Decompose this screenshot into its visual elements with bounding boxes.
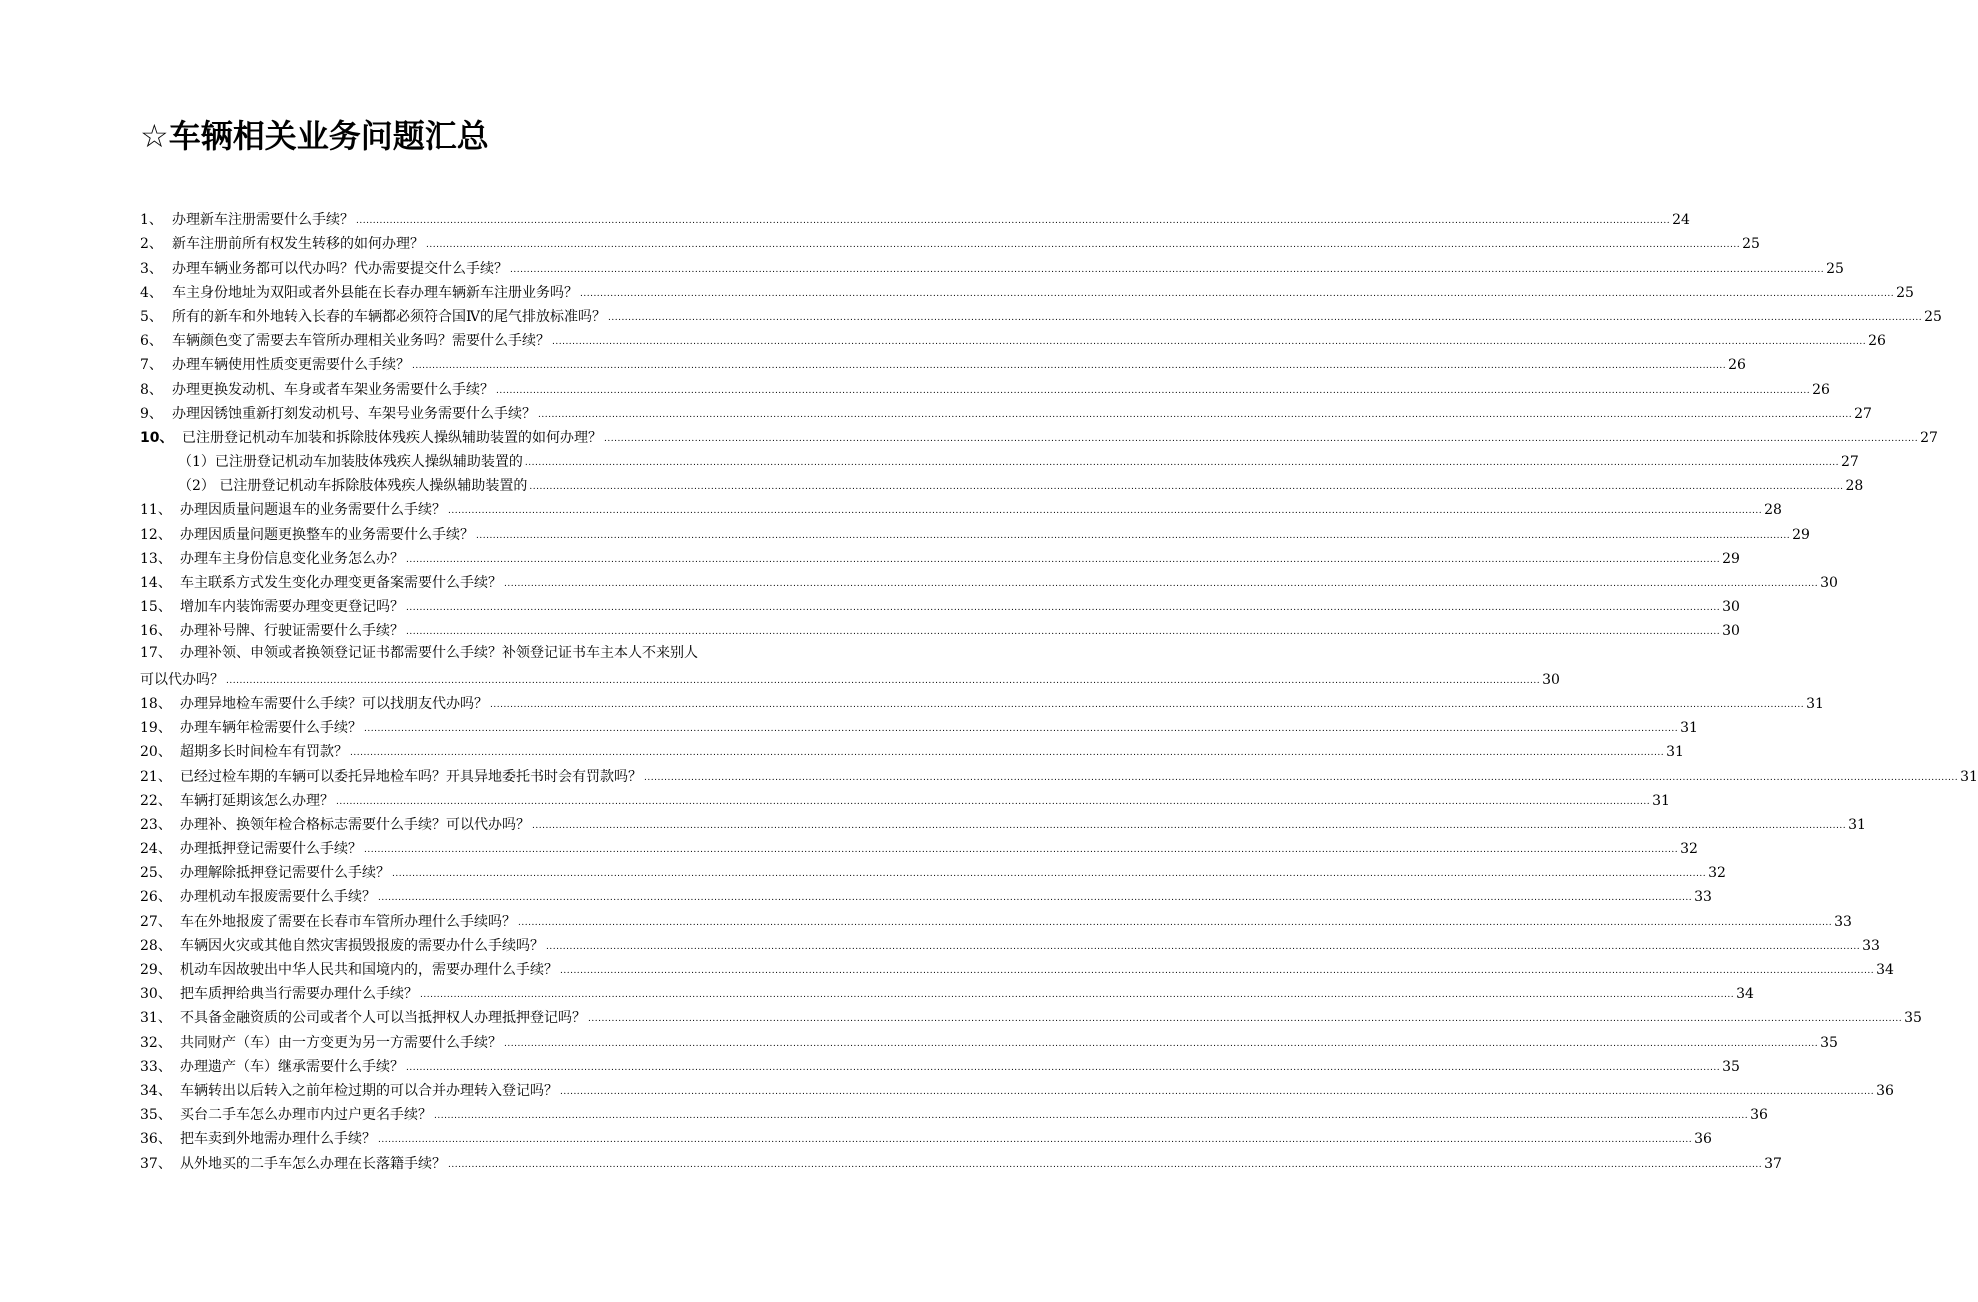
toc-entry-page: 24	[1672, 212, 1690, 229]
dot-leader	[378, 1136, 1692, 1145]
toc-entry-number: 1、	[140, 212, 163, 229]
dot-leader	[560, 967, 1874, 976]
toc-entry-page: 33	[1694, 889, 1712, 906]
toc-entry-page: 35	[1904, 1010, 1922, 1027]
toc-entry-text: 办理抵押登记需要什么手续？	[180, 841, 362, 858]
toc-entry[interactable]	[140, 496, 1782, 520]
toc-entry[interactable]	[140, 1077, 1894, 1101]
toc-entry-page: 30	[1820, 575, 1838, 591]
dot-leader	[364, 846, 1678, 855]
toc-entry-text: 机动车因故驶出中华人民共和国境内的，需要办理什么手续？	[180, 962, 558, 978]
toc-entry-number: 30、	[140, 986, 172, 1003]
toc-entry[interactable]	[140, 956, 1894, 980]
toc-entry-text: 办理因质量问题更换整车的业务需要什么手续？	[180, 526, 474, 543]
dot-leader	[392, 870, 1706, 879]
toc-entry-text: 办理因锈蚀重新打刻发动机号、车架号业务需要什么手续？	[172, 405, 536, 422]
dot-leader	[378, 894, 1692, 903]
toc-entry-page: 37	[1764, 1155, 1782, 1172]
dot-leader	[406, 628, 1720, 637]
toc-entry-text: 办理因质量问题退车的业务需要什么手续？	[180, 502, 446, 519]
toc-entry-number: 19、	[140, 720, 172, 737]
toc-entry-number: 20、	[140, 744, 172, 761]
toc-entry[interactable]	[140, 690, 1824, 714]
toc-entry[interactable]	[140, 883, 1712, 907]
dot-leader	[448, 507, 1762, 516]
dot-leader	[510, 266, 1824, 275]
toc-entry-number: 29、	[140, 962, 172, 978]
toc-entry-text: 车辆打延期该怎么办理？	[180, 792, 334, 809]
toc-entry-number: 26、	[140, 889, 172, 906]
toc-entry-number: 10、	[140, 429, 174, 446]
toc-entry-text: 车在外地报废了需要在长春市车管所办理什么手续吗？	[180, 913, 516, 930]
toc-entry-text: 办理车辆使用性质变更需要什么手续？	[172, 357, 410, 374]
dot-leader	[529, 483, 1843, 492]
toc-entry-text: 增加车内装饰需要办理变更登记吗？	[180, 599, 404, 616]
dot-leader	[644, 774, 1958, 783]
toc-entry-page: 25	[1924, 308, 1942, 325]
toc-entry-page: 26	[1812, 381, 1830, 398]
toc-entry-text: 车主联系方式发生变化办理变更备案需要什么手续？	[180, 575, 502, 591]
toc-entry-text: 可以代办吗？	[140, 671, 224, 688]
dot-leader	[336, 798, 1650, 807]
toc-entry-number: 9、	[140, 405, 163, 422]
toc-entry-page: 32	[1680, 841, 1698, 858]
toc-entry-text: （2） 已注册登记机动车拆除肢体残疾人操纵辅助装置的	[178, 478, 528, 495]
table-of-contents	[140, 206, 1978, 1174]
toc-entry-number: 12、	[140, 526, 172, 543]
toc-entry[interactable]	[140, 254, 1844, 278]
toc-entry[interactable]	[140, 520, 1810, 544]
dot-leader	[356, 217, 1670, 226]
toc-entry[interactable]	[140, 448, 1859, 472]
toc-entry-number: 22、	[140, 792, 172, 809]
toc-entry-number: 13、	[140, 550, 172, 567]
toc-entry-text: 办理遗产（车）继承需要什么手续？	[180, 1058, 404, 1075]
toc-entry[interactable]	[140, 569, 1838, 593]
toc-entry-page: 28	[1845, 478, 1864, 495]
toc-entry-number: 36、	[140, 1131, 172, 1148]
toc-entry-text: （1）已注册登记机动车加装肢体残疾人操纵辅助装置的	[178, 454, 523, 471]
toc-entry-number: 23、	[140, 816, 172, 833]
toc-entry-text: 车辆颜色变了需要去车管所办理相关业务吗？需要什么手续？	[172, 333, 550, 350]
dot-leader	[496, 387, 1810, 396]
toc-entry-page: 31	[1652, 792, 1670, 809]
toc-entry-page: 27	[1854, 405, 1872, 422]
toc-entry-number: 4、	[140, 284, 163, 301]
toc-entry-page: 34	[1876, 962, 1894, 978]
toc-entry-text: 车辆转出以后转入之前年检过期的可以合并办理转入登记吗？	[180, 1082, 558, 1099]
dot-leader	[490, 701, 1804, 710]
toc-entry[interactable]	[140, 400, 1872, 424]
dot-leader	[525, 459, 1839, 468]
toc-entry-line	[140, 641, 781, 665]
toc-entry-text: 办理车主身份信息变化业务怎么办？	[180, 550, 404, 567]
toc-entry[interactable]	[140, 859, 1726, 883]
toc-entry-text: 办理补领、申领或者换领登记证书都需要什么手续？补领登记证书车主本人不来别人	[180, 645, 698, 662]
toc-entry-page: 30	[1722, 599, 1740, 616]
dot-leader	[406, 1064, 1720, 1073]
toc-entry-page: 29	[1722, 550, 1740, 567]
toc-entry-page: 30	[1542, 671, 1560, 688]
toc-entry-page: 36	[1694, 1131, 1712, 1148]
toc-entry-text: 车主身份地址为双阳或者外县能在长春办理车辆新车注册业务吗？	[172, 284, 578, 301]
toc-entry-number: 5、	[140, 308, 163, 325]
toc-entry-text: 办理更换发动机、车身或者车架业务需要什么手续？	[172, 381, 494, 398]
toc-entry[interactable]	[140, 980, 1754, 1004]
toc-entry-page: 31	[1806, 695, 1824, 712]
dot-leader	[560, 1088, 1874, 1097]
toc-entry-page: 26	[1728, 357, 1746, 374]
toc-entry-text: 把车卖到外地需办理什么手续？	[180, 1131, 376, 1148]
dot-leader	[588, 1015, 1902, 1024]
toc-entry[interactable]	[140, 738, 1684, 762]
toc-entry[interactable]	[140, 835, 1698, 859]
toc-entry-number: 34、	[140, 1082, 172, 1099]
toc-entry-number: 33、	[140, 1058, 172, 1075]
toc-entry-text: 共同财产（车）由一方变更为另一方需要什么手续？	[180, 1034, 502, 1051]
toc-entry-page: 30	[1722, 623, 1740, 640]
dot-leader	[406, 556, 1720, 565]
toc-entry-page: 26	[1868, 333, 1886, 350]
toc-entry-page: 35	[1820, 1034, 1838, 1051]
toc-entry-page: 36	[1750, 1107, 1768, 1124]
toc-entry-number: 3、	[140, 260, 163, 277]
toc-entry[interactable]	[140, 1125, 1712, 1149]
toc-entry-number: 24、	[140, 841, 172, 858]
dot-leader	[406, 604, 1720, 613]
toc-entry[interactable]	[140, 279, 1914, 303]
toc-entry-text: 把车质押给典当行需要办理什么手续？	[180, 986, 418, 1003]
toc-entry-number: 11、	[140, 502, 172, 519]
toc-entry-text: 所有的新车和外地转入长春的车辆都必须符合国Ⅳ的尾气排放标准吗？	[172, 308, 606, 325]
toc-entry-number: 2、	[140, 236, 163, 253]
toc-entry-number: 37、	[140, 1155, 172, 1172]
toc-entry-text: 新车注册前所有权发生转移的如何办理？	[172, 236, 424, 253]
dot-leader	[608, 314, 1922, 323]
toc-entry-number: 25、	[140, 865, 172, 882]
toc-entry-text: 不具备金融资质的公司或者个人可以当抵押权人办理抵押登记吗？	[180, 1010, 586, 1027]
toc-entry-page: 32	[1708, 865, 1726, 882]
toc-entry[interactable]	[140, 1028, 1838, 1052]
toc-entry-number: 17、	[140, 645, 172, 662]
toc-entry[interactable]	[140, 327, 1886, 351]
toc-entry-text: 办理补、换领年检合格标志需要什么手续？可以代办吗？	[180, 816, 530, 833]
toc-entry-text: 办理车辆业务都可以代办吗？代办需要提交什么手续？	[172, 260, 508, 277]
toc-entry[interactable]	[140, 787, 1670, 811]
toc-entry-page: 31	[1960, 768, 1978, 785]
toc-entry[interactable]	[140, 424, 1938, 448]
dot-leader	[532, 822, 1846, 831]
toc-entry-text: 办理车辆年检需要什么手续？	[180, 720, 362, 737]
dot-leader	[504, 580, 1818, 589]
toc-entry-text: 办理机动车报废需要什么手续？	[180, 889, 376, 906]
dot-leader	[546, 943, 1860, 952]
dot-leader	[364, 725, 1678, 734]
toc-entry-page: 25	[1826, 260, 1844, 277]
toc-entry-number: 32、	[140, 1034, 172, 1051]
dot-leader	[434, 1112, 1748, 1121]
toc-entry-text: 买台二手车怎么办理市内过户更名手续？	[180, 1107, 432, 1124]
toc-entry[interactable]	[140, 375, 1830, 399]
toc-entry-text: 从外地买的二手车怎么办理在长落籍手续？	[180, 1155, 446, 1172]
toc-entry[interactable]	[140, 593, 1740, 617]
toc-entry[interactable]	[140, 1101, 1768, 1125]
toc-entry-page: 25	[1742, 236, 1760, 253]
toc-entry[interactable]	[140, 1004, 1922, 1028]
dot-leader	[412, 362, 1726, 371]
toc-entry-page: 27	[1920, 429, 1938, 446]
dot-leader	[604, 435, 1918, 444]
toc-entry-text: 办理解除抵押登记需要什么手续？	[180, 865, 390, 882]
dot-leader	[350, 749, 1664, 758]
dot-leader	[448, 1161, 1762, 1170]
toc-entry-text: 办理新车注册需要什么手续？	[172, 212, 354, 229]
toc-entry[interactable]	[140, 714, 1698, 738]
toc-entry-line	[140, 666, 1560, 690]
toc-entry-page: 31	[1666, 744, 1684, 761]
toc-entry[interactable]	[140, 641, 1560, 689]
toc-entry-page: 25	[1896, 284, 1914, 301]
dot-leader	[476, 532, 1790, 541]
dot-leader	[580, 290, 1894, 299]
toc-entry[interactable]	[140, 206, 1690, 230]
toc-entry[interactable]	[140, 762, 1978, 786]
toc-entry-number: 31、	[140, 1010, 172, 1027]
dot-leader	[426, 241, 1740, 250]
toc-entry-number: 27、	[140, 913, 172, 930]
toc-entry[interactable]	[140, 907, 1852, 931]
toc-entry-number: 15、	[140, 599, 172, 616]
toc-entry-page: 28	[1764, 502, 1782, 519]
toc-entry[interactable]	[140, 472, 1864, 496]
dot-leader	[504, 1040, 1818, 1049]
toc-entry[interactable]	[140, 303, 1942, 327]
dot-leader	[420, 991, 1734, 1000]
toc-entry-text: 车辆因火灾或其他自然灾害损毁报废的需要办什么手续吗？	[180, 937, 544, 954]
toc-entry-number: 28、	[140, 937, 172, 954]
toc-entry-page: 34	[1736, 986, 1754, 1003]
toc-entry-page: 27	[1841, 454, 1859, 471]
dot-leader	[518, 919, 1832, 928]
toc-entry-text: 已经过检车期的车辆可以委托异地检车吗？开具异地委托书时会有罚款吗？	[180, 768, 642, 785]
toc-entry[interactable]	[140, 545, 1740, 569]
dot-leader	[226, 677, 1540, 686]
toc-entry-page: 31	[1680, 720, 1698, 737]
toc-entry-number: 21、	[140, 768, 172, 785]
toc-entry-page: 29	[1792, 526, 1810, 543]
toc-entry-text: 超期多长时间检车有罚款？	[180, 744, 348, 761]
toc-entry[interactable]	[140, 811, 1866, 835]
toc-entry-text: 已注册登记机动车加装和拆除肢体残疾人操纵辅助装置的如何办理？	[182, 429, 602, 446]
toc-entry-number: 35、	[140, 1107, 172, 1124]
dot-leader	[552, 338, 1866, 347]
toc-entry-page: 33	[1834, 913, 1852, 930]
toc-entry[interactable]	[140, 230, 1760, 254]
toc-entry-text: 办理异地检车需要什么手续？可以找朋友代办吗？	[180, 695, 488, 712]
toc-entry-number: 6、	[140, 333, 163, 350]
toc-entry-number: 14、	[140, 575, 172, 591]
toc-entry-number: 18、	[140, 695, 172, 712]
toc-entry-page: 33	[1862, 937, 1880, 954]
toc-entry-page: 36	[1876, 1082, 1894, 1099]
toc-entry-number: 16、	[140, 623, 172, 640]
toc-entry[interactable]	[140, 1053, 1740, 1077]
toc-entry-page: 31	[1848, 816, 1866, 833]
dot-leader	[538, 411, 1852, 420]
toc-entry-page: 35	[1722, 1058, 1740, 1075]
toc-entry[interactable]	[140, 932, 1880, 956]
toc-entry-text: 办理补号牌、行驶证需要什么手续？	[180, 623, 404, 640]
toc-entry[interactable]	[140, 617, 1740, 641]
toc-entry[interactable]	[140, 351, 1746, 375]
page-title: ☆车辆相关业务问题汇总	[140, 117, 489, 155]
toc-entry[interactable]	[140, 1149, 1782, 1173]
toc-entry-number: 8、	[140, 381, 163, 398]
toc-entry-number: 7、	[140, 357, 163, 374]
